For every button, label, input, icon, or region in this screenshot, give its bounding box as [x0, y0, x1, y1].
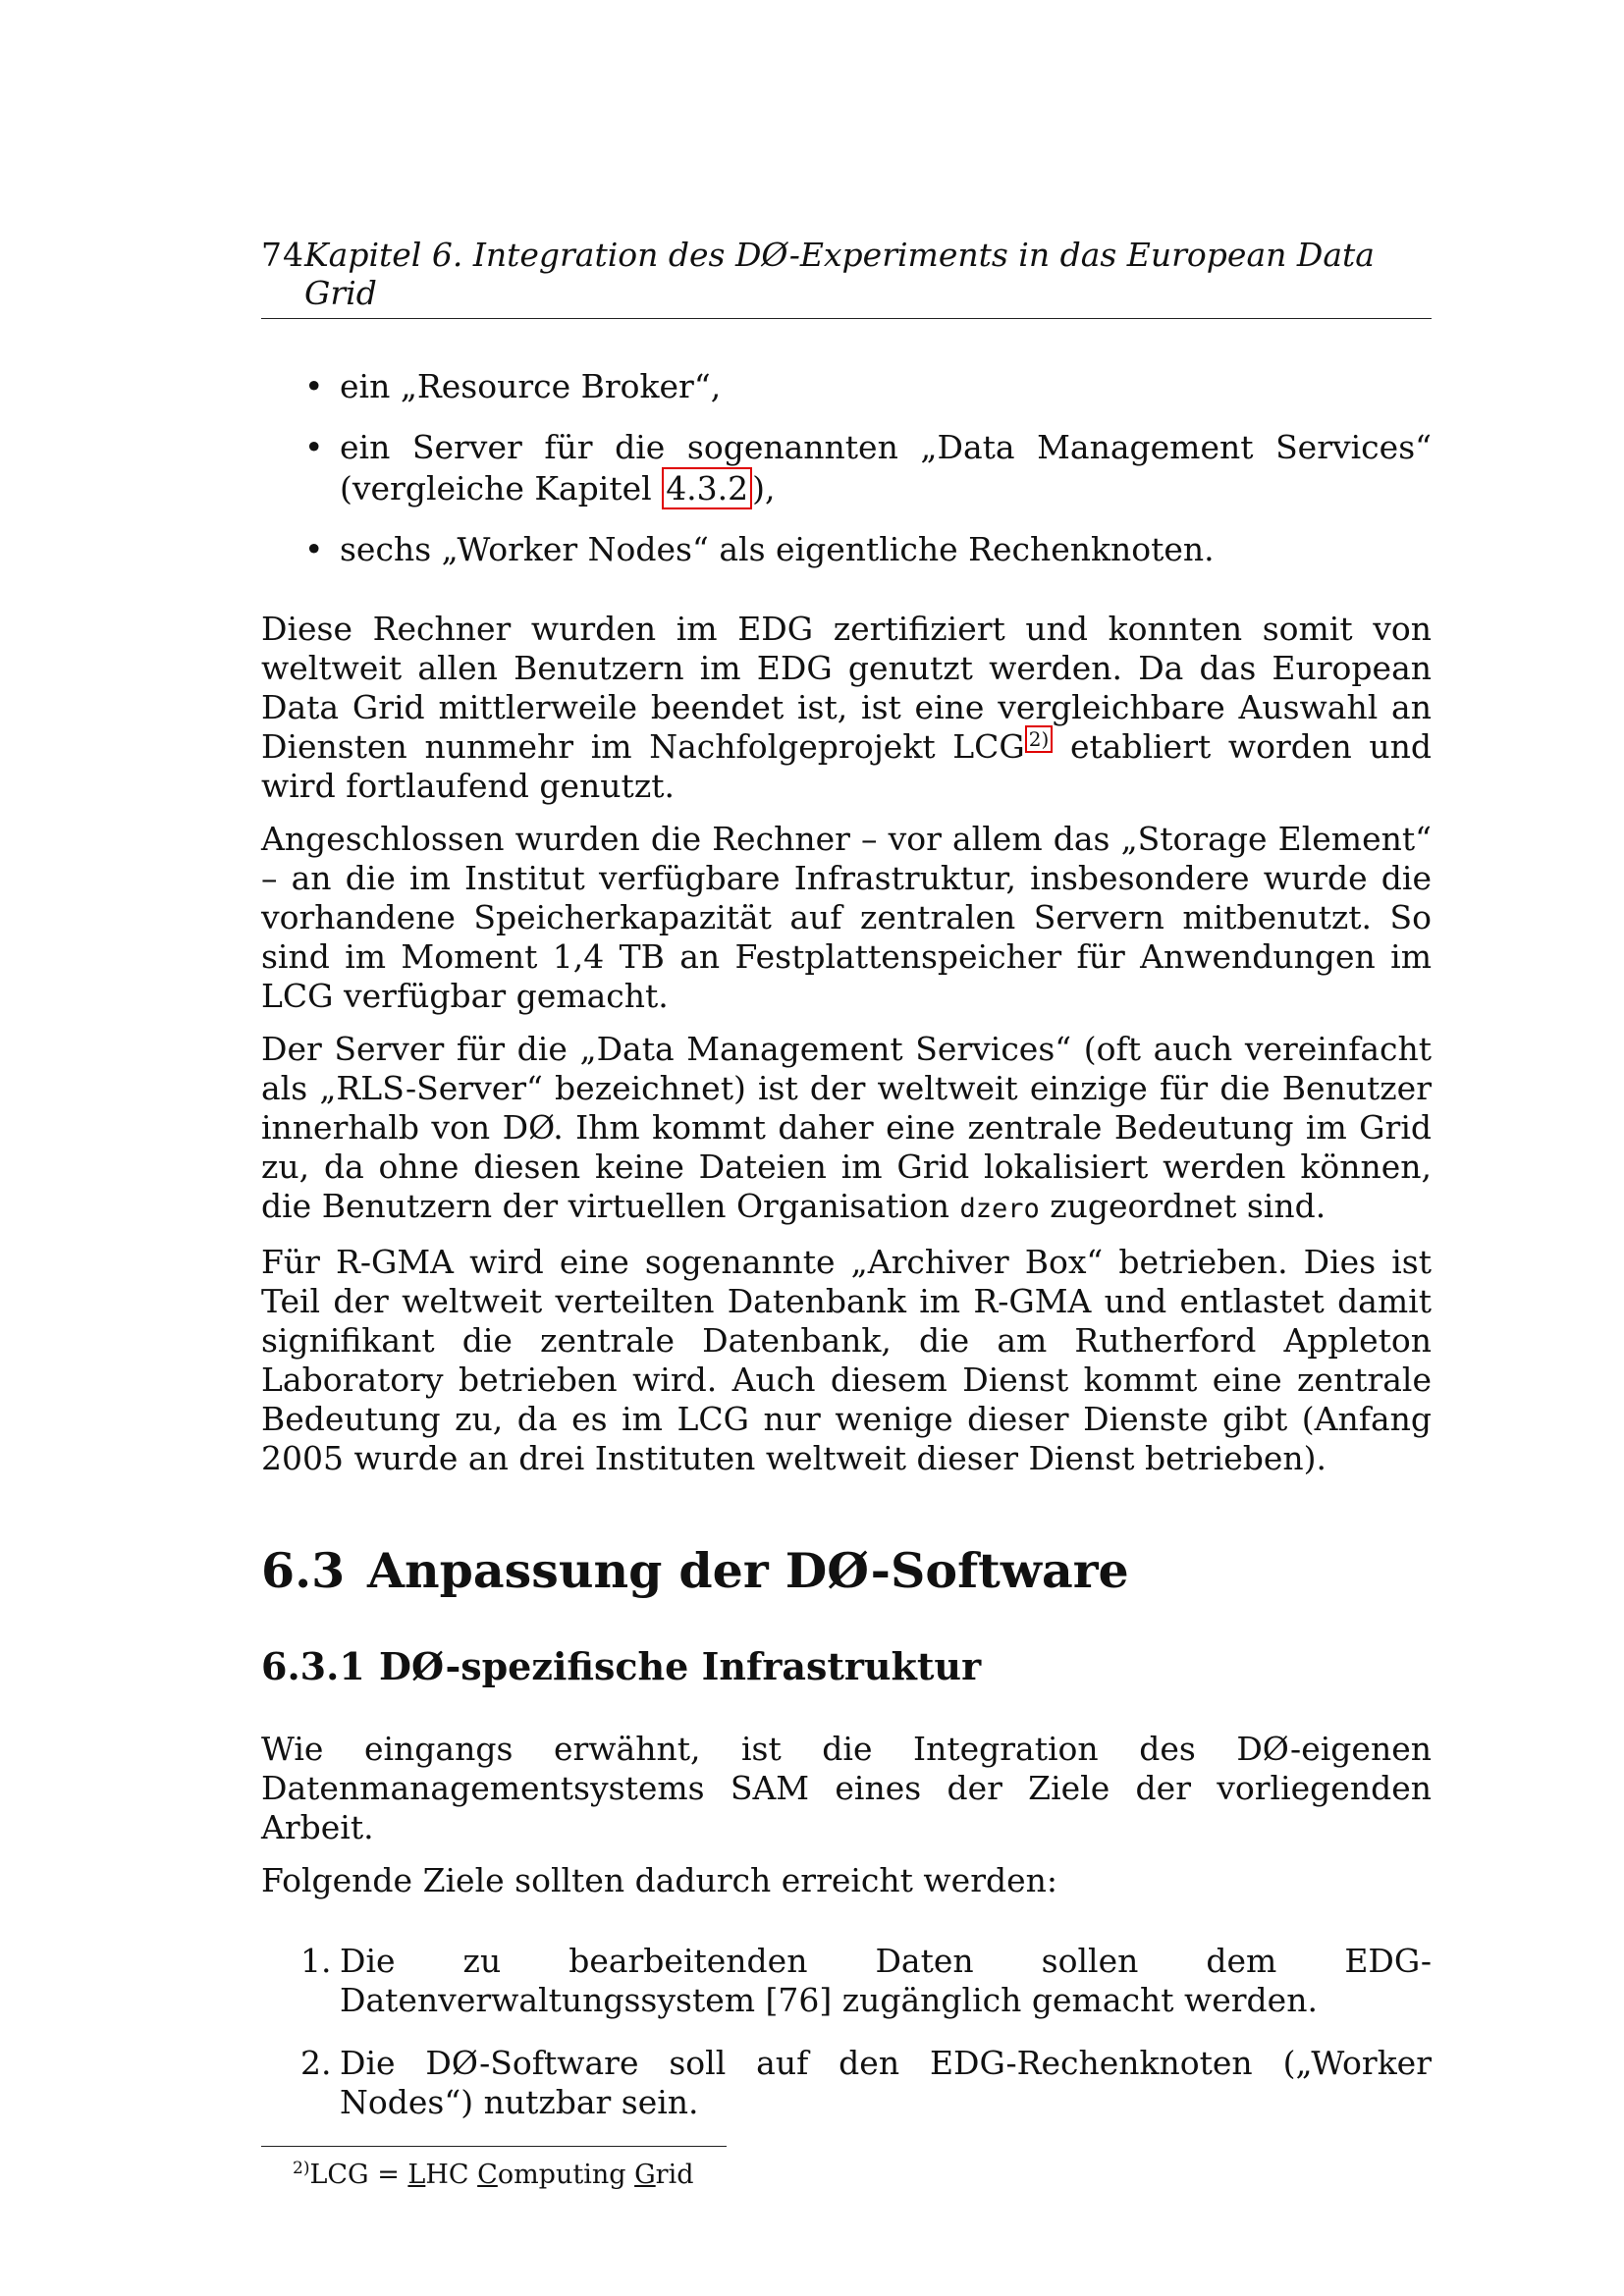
list-item: • sechs „Worker Nodes“ als eigentliche Rechenknoten. [261, 529, 1432, 570]
subsection-title: DØ-spezifische Infrastruktur [379, 1644, 982, 1688]
paragraph: Der Server für die „Data Management Services“ (oft auch vereinfacht als „RLS-Server“ bezeichnet) ist der weltweit einzige für die Benutzer innerhalb von DØ. Ihm kommt daher eine zentrale Bedeutung im Grid zu, da ohne diesen keine Dateien im Grid lokalisiert werden können, die Benutzern der virtuellen Organisation dzero zugeordnet sind. [261, 1030, 1432, 1225]
section-heading [261, 1541, 1432, 1600]
paragraph: Diese Rechner wurden im EDG zertifiziert und konnten somit von weltweit allen Benutzern im EDG genutzt werden. Da das European Data Grid mittlerweile beendet ist, ist eine vergleichbare Auswahl an Diensten nunmehr im Nachfolgeprojekt LCG $^{2)}$ etabliert worden und wird fortlaufend genutzt. [261, 610, 1432, 805]
paragraph: Wie eingangs erwähnt, ist die Integration des DØ-eigenen Datenmanagementsystems SAM eines der Ziele der vorliegenden Arbeit. [261, 1730, 1432, 1846]
footnote-rule [261, 2146, 727, 2147]
list-item: • ein „Resource Broker“, [261, 366, 1432, 407]
subsection-number: 6.3.1 [261, 1644, 365, 1688]
section-title: Anpassung der DØ-Software [367, 1542, 1129, 1599]
footnote-link[interactable]: 2) [1025, 725, 1054, 753]
section-number: 6.3 [261, 1542, 346, 1599]
paragraph: Angeschlossen wurden die Rechner – vor allem das „Storage Element“ – an die im Institut verfügbare Infrastruktur, insbesondere wurde die vorhandene Speicherkapazität auf zentralen Servern mitbenutzt. So sind im Moment 1,4 TB an Festplattenspeicher für Anwendungen im LCG verfügbar gemacht. [261, 820, 1432, 1015]
chapter-title: Kapitel 6. Integration des DØ-Experiments in das European Data Grid [304, 236, 1375, 312]
running-header [261, 236, 1432, 319]
page-number: 74 [261, 236, 304, 274]
goal-list [261, 1942, 1432, 2122]
list-item: 2. Die DØ-Software soll auf den EDG-Rechenknoten („Worker Nodes“) nutzbar sein. [300, 2044, 1432, 2121]
list-item: • ein Server für die sogenannten „Data Management Services“ (vergleiche Kapitel 4.3.2 ), [261, 427, 1432, 509]
bullet-list [261, 366, 1432, 570]
page [261, 236, 1432, 2193]
code-term: dzero [959, 1194, 1040, 1224]
paragraph: Für R-GMA wird eine sogenannte „Archiver Box“ betrieben. Dies ist Teil der weltweit verteilten Datenbank im R-GMA und entlastet damit signifikant die zentrale Datenbank, die am Rutherford Appleton Laboratory betrieben wird. Auch diesem Dienst kommt eine zentrale Bedeutung zu, da es im LCG nur wenige dieser Dienste gibt (Anfang 2005 wurde an drei Instituten weltweit dieser Dienst betrieben). [261, 1243, 1432, 1477]
paragraph: Folgende Ziele sollten dadurch erreicht werden: [261, 1861, 1057, 1899]
footnote: $^{2)}$LCG = LHC Computing Grid [293, 2159, 694, 2190]
list-item: 1. Die zu bearbeitenden Daten sollen dem EDG-Datenverwaltungssystem [76] zugänglich gemacht werden. [300, 1942, 1432, 2019]
cross-reference-link[interactable]: 4.3.2 [662, 467, 752, 509]
subsection-heading [261, 1643, 1432, 1690]
